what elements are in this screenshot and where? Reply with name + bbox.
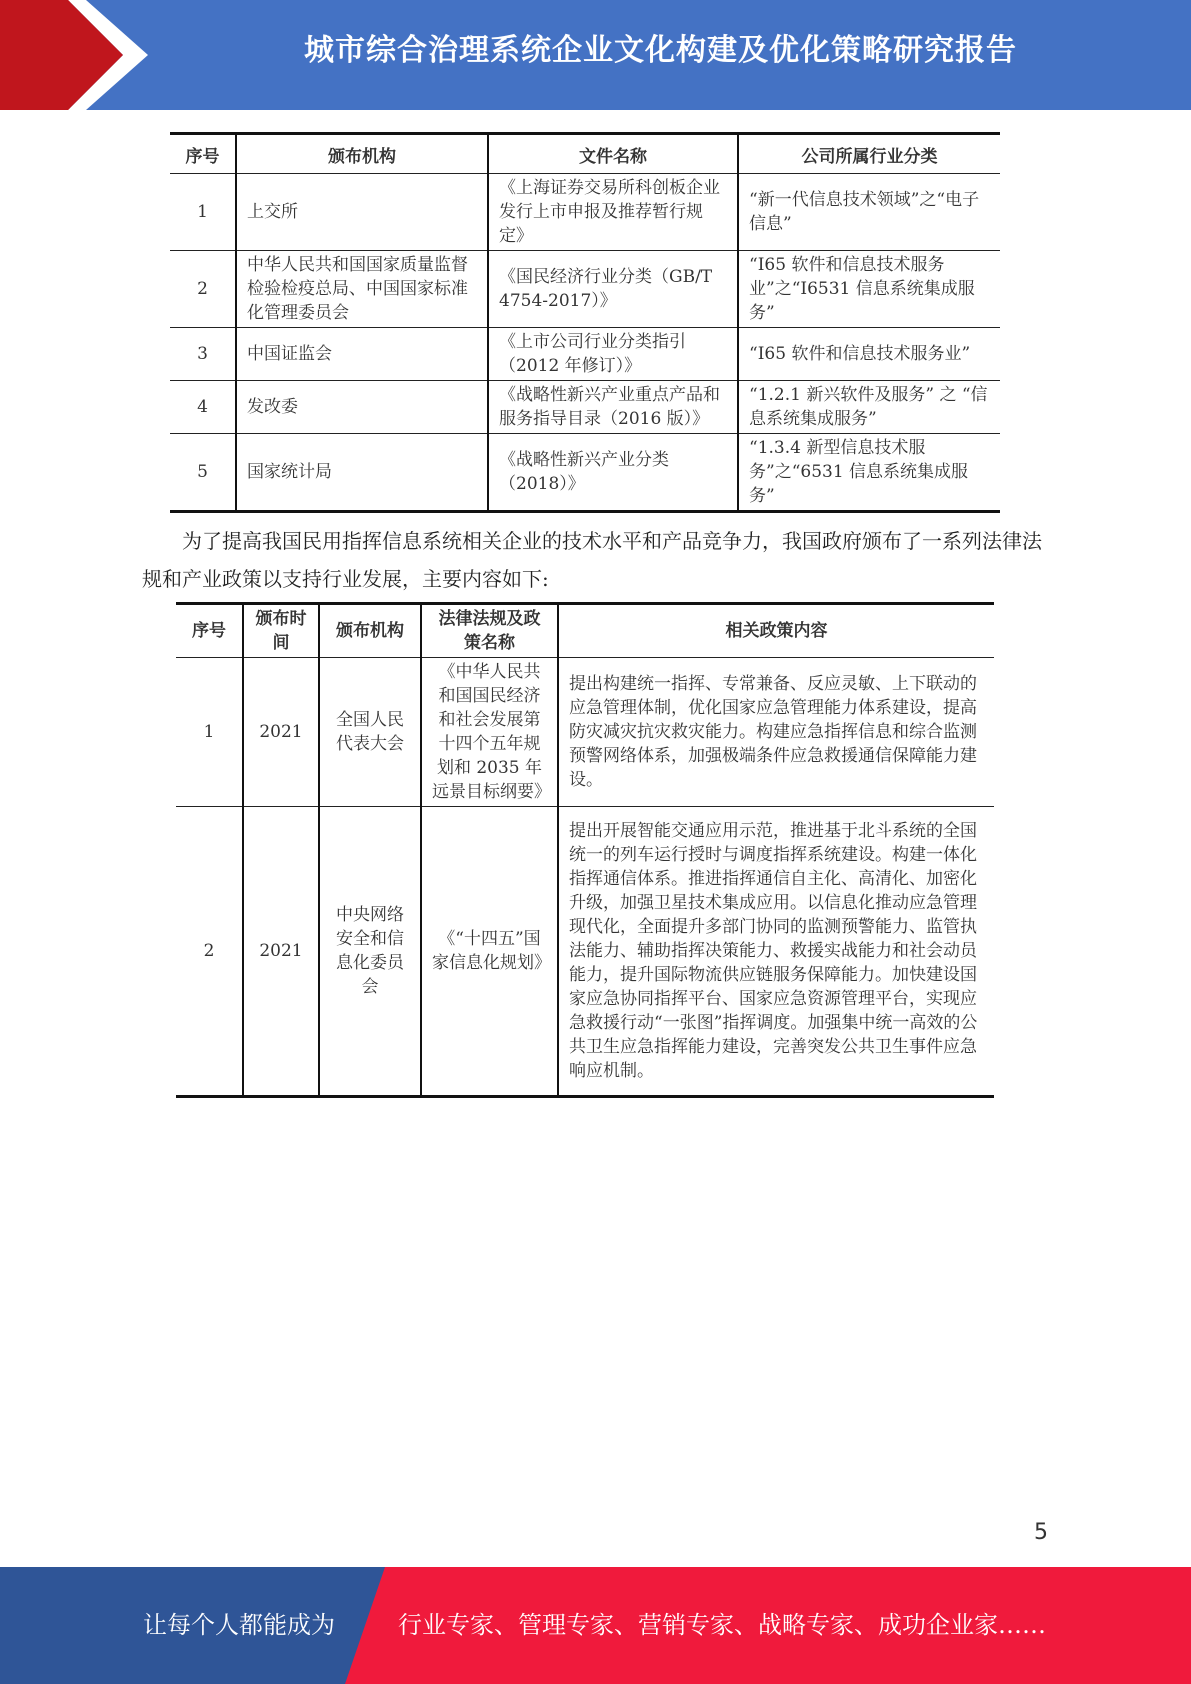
table-cell: 《“十四五”国家信息化规划》 (421, 807, 558, 1097)
table-cell: 3 (170, 328, 236, 381)
table-cell: 国家统计局 (236, 434, 488, 512)
table-cell: “1.2.1 新兴软件及服务” 之 “信息系统集成服务” (738, 381, 1000, 434)
table-cell: 全国人民代表大会 (319, 658, 421, 807)
table-cell: “I65 软件和信息技术服务业”之“I6531 信息系统集成服务” (738, 251, 1000, 328)
table-cell: 《上海证券交易所科创板企业发行上市申报及推荐暂行规定》 (488, 174, 738, 251)
col-header: 法律法规及政策名称 (421, 604, 558, 658)
table-cell: 2021 (243, 807, 319, 1097)
page-number: 5 (1034, 1520, 1048, 1545)
table-row (176, 807, 994, 1097)
table-cell: 中华人民共和国国家质量监督检验检疫总局、中国国家标准化管理委员会 (236, 251, 488, 328)
header-chevron-icon (68, 0, 148, 110)
table-cell: 1 (170, 174, 236, 251)
intro-paragraph: 为了提高我国民用指挥信息系统相关企业的技术水平和产品竞争力，我国政府颁布了一系列法律法规和产业政策以支持行业发展，主要内容如下: (142, 529, 1042, 591)
table-cell: 提出开展智能交通应用示范，推进基于北斗系统的全国统一的列车运行授时与调度指挥系统建设。构建一体化指挥通信体系。推进指挥通信自主化、高清化、加密化升级，加强卫星技术集成应用。以信息化推动应急管理现代化，全面提升多部门协同的监测预警能力、监管执法能力、辅助指挥决策能力、救援实战能力和社会动员能力，提升国际物流供应链服务保障能力。加快建设国家应急协同指挥平台、国家应急资源管理平台，实现应急救援行动“一张图”指挥调度。加强集中统一高效的公共卫生应急指挥能力建设，完善突发公共卫生事件应急响应机制。 (558, 807, 994, 1097)
page-header (0, 0, 1191, 110)
col-header: 颁布机构 (319, 604, 421, 658)
table-row (170, 434, 1000, 512)
table-row (170, 251, 1000, 328)
table-cell: 《上市公司行业分类指引（2012 年修订）》 (488, 328, 738, 381)
footer-slogan-left: 让每个人都能成为 (143, 1611, 335, 1639)
table-cell: “新一代信息技术领域”之“电子信息” (738, 174, 1000, 251)
table-cell: 提出构建统一指挥、专常兼备、反应灵敏、上下联动的应急管理体制，优化国家应急管理能力体系建设，提高防灾减灾抗灾救灾能力。构建应急指挥信息和综合监测预警网络体系，加强极端条件应急救援通信保障能力建设。 (558, 658, 994, 807)
col-header: 颁布时间 (243, 604, 319, 658)
table-cell: 中央网络安全和信息化委员会 (319, 807, 421, 1097)
col-header: 颁布机构 (236, 134, 488, 174)
table-row (170, 328, 1000, 381)
table-cell: 2 (170, 251, 236, 328)
col-header: 序号 (176, 604, 243, 658)
col-header: 相关政策内容 (558, 604, 994, 658)
table-header-row (170, 134, 1000, 174)
table-cell: 中国证监会 (236, 328, 488, 381)
col-header: 公司所属行业分类 (738, 134, 1000, 174)
report-title: 城市综合治理系统企业文化构建及优化策略研究报告 (304, 33, 1017, 68)
table-cell: 发改委 (236, 381, 488, 434)
footer-slogan-right: 行业专家、管理专家、营销专家、战略专家、成功企业家…… (398, 1611, 1046, 1639)
table-cell: 《国民经济行业分类（GB/T 4754-2017）》 (488, 251, 738, 328)
col-header: 文件名称 (488, 134, 738, 174)
table-cell: “1.3.4 新型信息技术服务”之“6531 信息系统集成服务” (738, 434, 1000, 512)
table-cell: 2021 (243, 658, 319, 807)
table-cell: 《战略性新兴产业分类（2018）》 (488, 434, 738, 512)
table-row (170, 381, 1000, 434)
table-header-row (176, 604, 994, 658)
header-red-block (0, 0, 70, 110)
table-row (176, 658, 994, 807)
table-cell: 4 (170, 381, 236, 434)
table-cell: 5 (170, 434, 236, 512)
table-cell: 《战略性新兴产业重点产品和服务指导目录（2016 版）》 (488, 381, 738, 434)
table-cell: 《中华人民共和国国民经济和社会发展第十四个五年规划和 2035 年远景目标纲要》 (421, 658, 558, 807)
table-row (170, 174, 1000, 251)
table-cell: 上交所 (236, 174, 488, 251)
col-header: 序号 (170, 134, 236, 174)
table-cell: “I65 软件和信息技术服务业” (738, 328, 1000, 381)
table-cell: 2 (176, 807, 243, 1097)
policy-table (176, 602, 994, 1098)
table-cell: 1 (176, 658, 243, 807)
page-footer (0, 1567, 1191, 1684)
industry-classification-table (170, 132, 1000, 513)
